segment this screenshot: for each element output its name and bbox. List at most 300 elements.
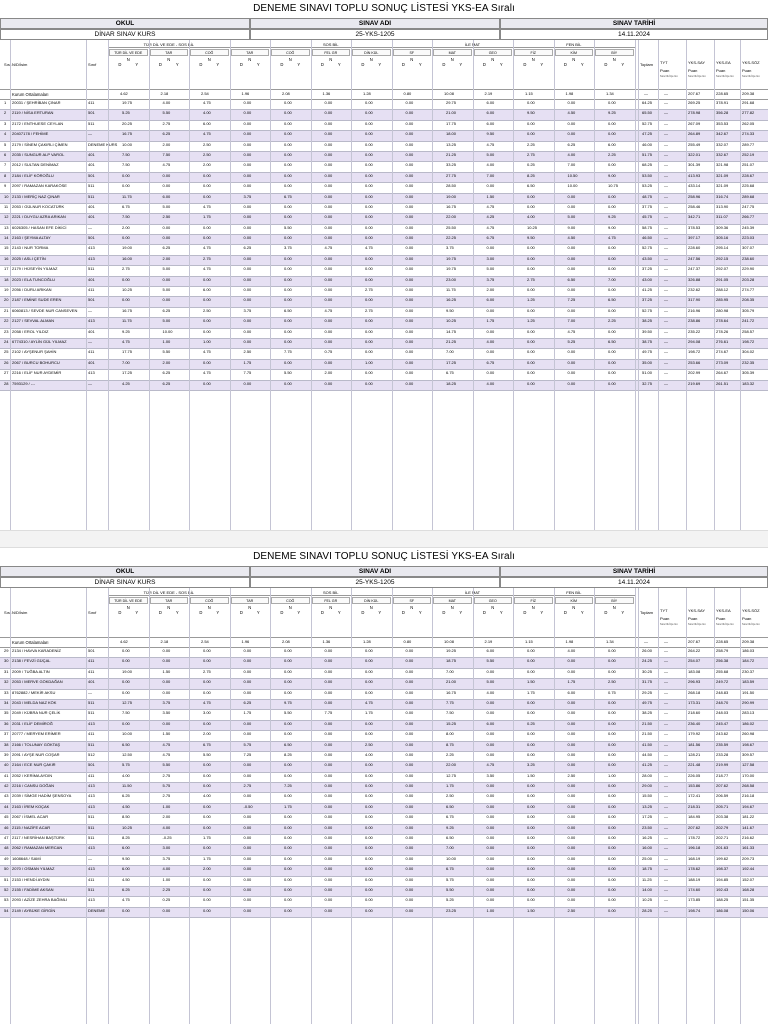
subject-net: 0.00 <box>324 297 333 303</box>
student-name: 20407178 / FEHİME <box>12 131 49 137</box>
subject-net: 0.00 <box>162 297 171 303</box>
subject-net: 0.00 <box>486 731 495 737</box>
subject-net: 0.00 <box>162 720 171 726</box>
tyt-score: — <box>664 183 668 189</box>
yks-soz-score: 216.18 <box>742 793 755 799</box>
subject-nd-header <box>433 605 472 615</box>
sinav-tarihi-label: SINAV TARİHİ <box>500 566 768 577</box>
total-net: 41.25 <box>642 287 653 293</box>
sinif-header: Sınıf <box>88 610 97 615</box>
subject-net: 4.50 <box>122 876 130 882</box>
subject-net: 0.00 <box>324 731 333 737</box>
subject-net: 2.75 <box>162 772 171 778</box>
yks-ea-score: 202.71 <box>716 835 729 841</box>
row-number: 3 <box>4 120 7 126</box>
subject-net: 2.00 <box>162 255 171 261</box>
subject-net: 0.00 <box>567 287 576 293</box>
subject-net: 0.00 <box>122 183 130 189</box>
n-label: N <box>329 57 333 62</box>
subject-net: 6.00 <box>122 866 130 872</box>
subject-net: 0.00 <box>567 668 576 674</box>
subject-net: 5.50 <box>284 370 292 376</box>
subject-net: 1.75 <box>446 783 454 789</box>
subject-net: 4.25 <box>122 380 130 386</box>
subject-net: 18.25 <box>446 380 457 386</box>
subject-net: 19.00 <box>122 245 133 251</box>
subject-net: 0.00 <box>324 359 333 365</box>
subject-net: 2.00 <box>162 814 171 820</box>
subject-net: 2.75 <box>365 307 373 313</box>
subject-net: 0.00 <box>405 772 414 778</box>
n-label: N <box>531 57 535 62</box>
subject-net: 16.75 <box>446 689 457 695</box>
yks-soz-score: 291.68 <box>742 100 755 105</box>
student-name: 2187 / EMİNE SUDE EREN <box>12 297 62 303</box>
subject-net: 6.25 <box>162 370 171 376</box>
yks-say-score: 235.22 <box>688 328 701 334</box>
rank-sub-label: Sıra Ok İlçe Gn <box>688 75 706 78</box>
column-divider <box>432 588 433 1024</box>
subject-net: 0.00 <box>203 380 211 386</box>
yks-say-score: 267.09 <box>688 120 701 126</box>
total-net: 46.00 <box>642 141 653 147</box>
subject-net: 0.00 <box>608 710 616 716</box>
student-class: 401 <box>88 679 95 685</box>
yks-soz-score: 277.82 <box>742 110 755 116</box>
subject-net: 0.00 <box>405 380 414 386</box>
subject-net: 6.00 <box>608 141 616 147</box>
subject-net: 0.00 <box>365 658 373 664</box>
yks-say-score: 397.17 <box>688 235 701 241</box>
table-row <box>0 669 768 679</box>
column-divider <box>740 588 741 1024</box>
table-row <box>0 679 768 689</box>
yks-say-score: 255.49 <box>688 141 701 147</box>
subject-net: 0.00 <box>365 100 373 105</box>
subject-net: 3.50 <box>486 772 495 778</box>
subject-header: FİZ <box>514 49 553 56</box>
total-net: 21.50 <box>642 731 653 737</box>
subject-header: DİN KÜL <box>352 49 391 56</box>
sira-header: Sıra <box>4 62 12 67</box>
y-label: Y <box>459 610 463 615</box>
yks-ea-score: 274.67 <box>716 349 729 355</box>
subject-net: 0.00 <box>122 658 130 664</box>
subject-net: 4.75 <box>486 141 495 147</box>
yks-ea-score: 198.37 <box>716 866 729 872</box>
subject-net: 0.00 <box>486 897 495 903</box>
total-net: 58.75 <box>642 224 653 230</box>
student-name: 7593129 / --- <box>12 380 35 386</box>
subject-net: 0.00 <box>608 741 616 747</box>
subject-nd-header <box>109 605 148 615</box>
subject-net: 0.00 <box>365 897 373 903</box>
yks-say-score: 207.62 <box>688 824 701 830</box>
yks-soz-score: 183.59 <box>742 679 755 685</box>
d-label: D <box>523 610 527 615</box>
total-net: 51.75 <box>642 151 653 157</box>
subject-net: 9.50 <box>446 307 454 313</box>
subject-net: 9.25 <box>608 110 616 116</box>
student-name: 2134 / HAVVA KARADENİZ <box>12 648 61 653</box>
subject-net: 0.00 <box>365 731 373 737</box>
subject-net: 0.00 <box>284 668 292 674</box>
subject-net: 8.50 <box>122 814 130 820</box>
sinav-adi-label: SINAV ADI <box>250 18 500 29</box>
y-label: Y <box>459 62 463 67</box>
student-class: — <box>88 131 92 137</box>
y-label: Y <box>337 610 341 615</box>
subject-net: 0.00 <box>527 835 535 841</box>
subject-net: 0.00 <box>365 183 373 189</box>
n-label: N <box>491 605 495 610</box>
yks-say-score: 258.46 <box>688 203 701 209</box>
subject-net: 0.00 <box>203 783 211 789</box>
yks-soz-score: 184.72 <box>742 658 755 664</box>
subject-net: 0.00 <box>284 162 292 168</box>
d-label: D <box>199 610 203 615</box>
subject-net: 0.00 <box>365 131 373 137</box>
report-page-2 <box>0 548 768 1024</box>
subject-net: 1.25 <box>527 318 535 324</box>
subject-net: 8.25 <box>284 751 292 757</box>
subject-net: 0.00 <box>608 835 616 841</box>
toplam-header: Toplam <box>640 62 653 67</box>
total-net: 38.25 <box>642 710 653 716</box>
table-row <box>0 204 768 214</box>
tyt-score: — <box>664 131 668 137</box>
subject-net: 0.00 <box>527 803 535 809</box>
table-row <box>0 700 768 710</box>
row-number: 44 <box>4 803 9 809</box>
yks-soz-score: 241.72 <box>742 318 755 324</box>
subject-net: 27.75 <box>446 172 457 178</box>
subject-net: 0.00 <box>567 349 576 355</box>
puan-label: Puan <box>688 68 698 73</box>
table-row <box>0 287 768 297</box>
subject-net: 0.00 <box>203 235 211 241</box>
sira-header: Sıra <box>4 610 12 615</box>
subject-net: 4.00 <box>527 214 535 220</box>
subject-net: 0.00 <box>527 699 535 705</box>
subject-net: 0.00 <box>203 328 211 334</box>
subject-net: 4.75 <box>486 203 495 209</box>
yks-soz-score: 198.72 <box>742 338 755 344</box>
subject-net: 0.00 <box>243 855 252 861</box>
subject-nd-header <box>555 57 594 67</box>
average-value: 2.18 <box>160 91 169 96</box>
subject-net: 0.00 <box>365 172 373 178</box>
subject-net: 0.00 <box>486 183 495 189</box>
subject-net: 9.00 <box>608 224 616 230</box>
subject-nd-header <box>514 605 553 615</box>
y-label: Y <box>256 610 260 615</box>
subject-net: 0.00 <box>486 751 495 757</box>
tyt-score: — <box>664 162 668 168</box>
tyt-score: — <box>664 835 668 841</box>
subject-net: 0.00 <box>527 741 535 747</box>
subject-net: 0.00 <box>162 648 171 653</box>
subject-net: 0.00 <box>405 845 414 851</box>
subject-net: 1.50 <box>162 668 171 674</box>
subject-net: 6.75 <box>203 741 211 747</box>
subject-net: 0.00 <box>567 814 576 820</box>
tyt-score: — <box>664 120 668 126</box>
subject-nd-header <box>271 57 310 67</box>
yks-say-score: 413.93 <box>688 172 701 178</box>
subject-header: KİM <box>555 597 594 604</box>
subject-net: 0.00 <box>365 668 373 674</box>
student-class: 411 <box>88 658 95 664</box>
subject-net: 3.75 <box>284 245 292 251</box>
subject-net: 0.00 <box>527 120 535 126</box>
yks-ea-score: 264.67 <box>716 370 729 376</box>
puan-label: Puan <box>688 616 698 621</box>
subject-nd-header <box>312 57 351 67</box>
subject-net: 0.00 <box>284 731 292 737</box>
student-name: 2067 / BURCU BOHURCU <box>12 359 60 365</box>
d-label: D <box>604 610 608 615</box>
tyt-score: — <box>664 772 668 778</box>
tyt-header: TYT <box>660 608 668 613</box>
rank-sub-label: Sıra Ok İlçe Gn <box>688 623 706 626</box>
dy-labels <box>150 62 189 67</box>
subject-net: 0.00 <box>365 318 373 324</box>
subject-net: 0.00 <box>284 276 292 282</box>
subject-net: 0.00 <box>243 100 252 105</box>
subject-net: 28.50 <box>446 183 457 189</box>
total-net: 64.25 <box>642 100 653 105</box>
subject-net: 11.75 <box>446 287 456 293</box>
n-label: N <box>572 57 576 62</box>
subject-net: 0.00 <box>405 897 414 903</box>
subject-net: 0.00 <box>324 162 333 168</box>
report-title: DENEME SINAVI TOPLU SONUÇ LİSTESİ YKS-EA Sıralı <box>253 551 515 562</box>
tyt-score: — <box>664 266 668 272</box>
subject-net: 1.75 <box>243 710 252 716</box>
subject-net: 0.00 <box>405 741 414 747</box>
subject-net: 0.00 <box>162 235 171 241</box>
subject-net: 0.00 <box>284 255 292 261</box>
yks-say-score: 294.08 <box>688 338 701 344</box>
subject-net: 0.00 <box>284 120 292 126</box>
table-row <box>0 856 768 866</box>
subject-net: 0.00 <box>608 349 616 355</box>
student-name: 2067 / İSMEL ACAR <box>12 814 49 820</box>
yks-soz-score: 170.00 <box>742 772 755 778</box>
sinav-adi-value: 25-YKS-1205 <box>250 29 500 40</box>
yks-ea-score: 285.95 <box>716 297 729 303</box>
tyt-score: — <box>664 658 668 664</box>
subject-net: 0.00 <box>527 845 535 851</box>
yks-ea-score: 353.53 <box>716 120 729 126</box>
table-row <box>0 648 768 658</box>
subject-net: 0.00 <box>284 183 292 189</box>
subject-net: 0.00 <box>324 689 333 695</box>
row-number: 36 <box>4 720 9 726</box>
subject-net: 0.00 <box>365 151 373 157</box>
average-tyt: — <box>664 91 668 96</box>
total-net: 15.50 <box>642 793 653 799</box>
yks-soz-score: 274.33 <box>742 131 755 137</box>
subject-net: 18.00 <box>446 131 457 137</box>
subject-net: 0.00 <box>365 120 373 126</box>
tyt-score: — <box>664 679 668 685</box>
student-name: 1608648 / SAMİ <box>12 855 41 861</box>
subject-net: 0.00 <box>365 203 373 209</box>
subject-net: 0.00 <box>243 886 252 892</box>
yks-ea-score: 206.59 <box>716 793 729 799</box>
subject-net: 7.00 <box>446 668 454 674</box>
row-number: 22 <box>4 318 9 324</box>
yks-say-score: 173.85 <box>688 897 701 903</box>
subject-net: 17.25 <box>446 359 457 365</box>
average-value: 1.28 <box>363 91 371 96</box>
yks-soz-score: 230.37 <box>742 668 755 674</box>
subject-net: 0.00 <box>324 845 333 851</box>
subject-net: 16.25 <box>446 297 457 303</box>
subject-net: 17.25 <box>122 370 133 376</box>
subject-nd-header <box>271 605 310 615</box>
subject-net: 0.00 <box>405 699 414 705</box>
row-number: 50 <box>4 866 9 872</box>
yks-say-score: 181.56 <box>688 741 701 747</box>
yks-ea-score: 356.28 <box>716 110 729 116</box>
dy-labels <box>595 610 634 615</box>
yks-soz-score: 289.68 <box>742 193 755 199</box>
subject-net: 1.00 <box>162 338 171 344</box>
yks-ea-score: 202.79 <box>716 824 729 830</box>
student-class: 512 <box>88 751 95 757</box>
subject-net: 0.00 <box>567 783 576 789</box>
total-net: 30.25 <box>642 668 653 674</box>
n-label: N <box>248 605 252 610</box>
n-label: N <box>450 605 454 610</box>
table-row <box>0 266 768 276</box>
yks-ea-score: 321.09 <box>716 172 729 178</box>
subject-net: 0.00 <box>567 793 576 799</box>
subject-header: TÜR DİL VE EDE <box>109 597 148 604</box>
subject-net: 0.00 <box>324 783 333 789</box>
subject-net: 10.75 <box>608 183 619 189</box>
student-class: 413 <box>88 866 95 872</box>
student-class: 413 <box>88 245 95 251</box>
subject-net: 0.00 <box>243 793 252 799</box>
subject-net: 0.00 <box>608 245 616 251</box>
subject-net: 0.00 <box>324 772 333 778</box>
subject-net: 8.25 <box>527 172 535 178</box>
subject-net: 1.75 <box>486 318 495 324</box>
average-ea: 228.65 <box>716 91 729 96</box>
yks-say-score: 238.86 <box>688 318 701 324</box>
subject-net: 0.00 <box>405 151 414 157</box>
table-row <box>0 245 768 255</box>
subject-net: 0.00 <box>567 741 576 747</box>
subject-net: 6.50 <box>608 297 616 303</box>
yks-soz-score: 161.33 <box>742 845 755 851</box>
yks-soz-header: YKS-SÖZ <box>742 60 760 65</box>
y-label: Y <box>540 610 544 615</box>
student-name: 2163 / ŞEYMA ALTAY <box>12 235 51 241</box>
subject-net: 0.00 <box>405 710 414 716</box>
d-label: D <box>280 610 284 615</box>
row-number: 27 <box>4 370 9 376</box>
yks-soz-score: 216.62 <box>742 835 755 841</box>
subject-net: 2.75 <box>203 668 211 674</box>
total-net: 38.75 <box>642 338 653 344</box>
subject-net: 0.00 <box>203 824 211 830</box>
dy-labels <box>150 610 189 615</box>
d-label: D <box>158 62 162 67</box>
subject-net: 10.00 <box>122 731 133 737</box>
sinif-header: Sınıf <box>88 62 97 67</box>
subject-net: 7.75 <box>446 699 454 705</box>
subject-net: 19.00 <box>446 193 457 199</box>
subject-net: 0.00 <box>486 886 495 892</box>
subject-net: 0.00 <box>284 151 292 157</box>
tyt-score: — <box>664 255 668 261</box>
subject-net: 0.00 <box>486 741 495 747</box>
n-label: N <box>410 605 414 610</box>
total-net: 49.75 <box>642 699 653 705</box>
subject-net: 0.00 <box>365 762 373 768</box>
column-divider <box>714 40 715 530</box>
subject-net: 0.00 <box>203 689 211 695</box>
yks-say-score: 128.21 <box>688 751 701 757</box>
yks-say-header: YKS-SAY <box>688 608 706 613</box>
student-class: 401 <box>88 359 95 365</box>
subject-net: 6.25 <box>243 699 252 705</box>
student-name: 2119 / NİSA ERTURAN <box>12 110 54 116</box>
student-class: 501 <box>88 235 95 241</box>
dy-labels <box>109 62 148 67</box>
row-number: 15 <box>4 245 9 251</box>
subject-net: 0.00 <box>567 897 576 903</box>
total-net: 17.25 <box>642 814 653 820</box>
subject-net: 2.75 <box>162 120 171 126</box>
subject-net: 17.75 <box>122 349 133 355</box>
subject-net: 0.00 <box>162 689 171 695</box>
average-total: — <box>644 91 648 96</box>
subject-net: 0.00 <box>365 814 373 820</box>
subject-net: 6.25 <box>567 141 576 147</box>
column-divider <box>554 40 555 530</box>
subject-net: 4.75 <box>162 751 171 757</box>
subject-net: 8.00 <box>446 731 454 737</box>
subject-net: 0.00 <box>405 803 414 809</box>
subject-net: 0.00 <box>608 876 616 882</box>
subject-net: 19.25 <box>446 648 457 653</box>
subject-net: 1.50 <box>527 679 535 685</box>
yks-say-score: 184.95 <box>688 814 701 820</box>
subject-net: 0.00 <box>324 338 333 344</box>
student-class: — <box>88 855 92 861</box>
subject-net: 0.00 <box>243 380 252 386</box>
group-header-fen: FEN BİL <box>513 590 635 596</box>
table-row <box>0 783 768 793</box>
subject-net: 2.50 <box>203 141 211 147</box>
subject-net: 2.50 <box>203 151 211 157</box>
table-row <box>0 308 768 318</box>
subject-net: 2.50 <box>365 741 373 747</box>
subject-net: 0.00 <box>284 338 292 344</box>
subject-net: 0.00 <box>527 897 535 903</box>
subject-net: 0.00 <box>567 255 576 261</box>
subject-net: 0.00 <box>203 886 211 892</box>
yks-say-score: 258.96 <box>688 193 701 199</box>
student-name: 2164 / ECE NUR ÇAKIR <box>12 762 56 768</box>
subject-net: 4.75 <box>203 699 211 705</box>
